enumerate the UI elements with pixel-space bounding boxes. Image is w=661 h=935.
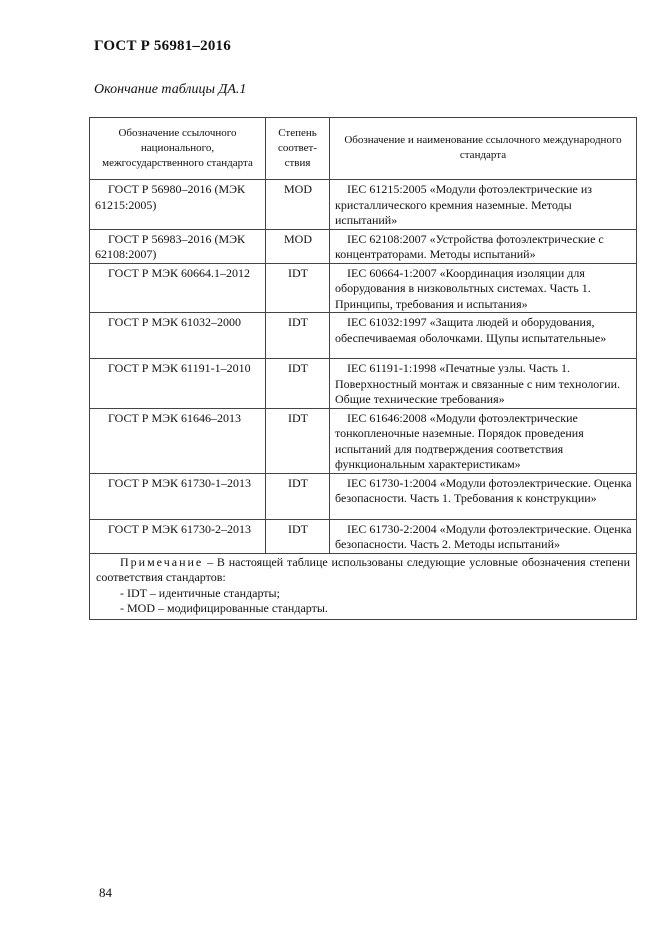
international-standard-cell: IEC 61730-2:2004 «Модули фотоэлектрические. Оценка безопасности. Часть 2. Методы испытаний» (330, 519, 637, 553)
table-row (90, 263, 637, 313)
national-standard-cell: ГОСТ Р МЭК 61646–2013 (90, 408, 266, 473)
degree-cell: IDT (266, 313, 330, 359)
document-title: ГОСТ Р 56981–2016 (94, 38, 231, 54)
table-header-row (90, 118, 637, 180)
degree-cell: IDT (266, 519, 330, 553)
degree-cell: MOD (266, 229, 330, 263)
page-number: 84 (99, 885, 112, 900)
column-header-degree: Степень соответ-ствия (266, 118, 330, 180)
international-standard-cell: IEC 61646:2008 «Модули фотоэлектрические тонкопленочные наземные. Порядок проведения испытаний для подтверждения соответствия функциональным характеристикам» (330, 408, 637, 473)
international-standard-cell: IEC 61215:2005 «Модули фотоэлектрические из кристаллического кремния наземные. Методы испытаний» (330, 180, 637, 230)
table-caption: Окончание таблицы ДА.1 (94, 82, 247, 97)
note-label: Примечание (120, 554, 204, 569)
international-standard-cell: IEC 61730-1:2004 «Модули фотоэлектрические. Оценка безопасности. Часть 1. Требования к конструкции» (330, 473, 637, 519)
standards-table (89, 117, 637, 620)
note-item-idt: - IDT – идентичные стандарты; (120, 585, 280, 600)
column-header-international: Обозначение и наименование ссылочного международного стандарта (330, 118, 637, 180)
international-standard-cell: IEC 60664-1:2007 «Координация изоляции для оборудования в низковольтных системах. Часть 1. Принципы, требования и испытания» (330, 263, 637, 313)
table-row (90, 180, 637, 230)
international-standard-cell: IEC 61191-1:1998 «Печатные узлы. Часть 1. Поверхностный монтаж и связанные с ним технологии. Общие технические требования» (330, 359, 637, 409)
table-row (90, 359, 637, 409)
national-standard-cell: ГОСТ Р МЭК 61191-1–2010 (90, 359, 266, 409)
national-standard-cell: ГОСТ Р МЭК 61730-1–2013 (90, 473, 266, 519)
national-standard-cell: ГОСТ Р МЭК 61730-2–2013 (90, 519, 266, 553)
degree-cell: IDT (266, 473, 330, 519)
degree-cell: MOD (266, 180, 330, 230)
degree-cell: IDT (266, 408, 330, 473)
table-row (90, 313, 637, 359)
note-body: – В настоящей таблице использованы следующие условные обозначения степени соответствия стандартов: (96, 554, 630, 584)
table-note-row (90, 553, 637, 619)
column-header-national: Обозначение ссылочного национального, межгосударственного стандарта (90, 118, 266, 180)
table-row (90, 519, 637, 553)
international-standard-cell: IEC 62108:2007 «Устройства фотоэлектрические с концентраторами. Методы испытаний» (330, 229, 637, 263)
international-standard-cell: IEC 61032:1997 «Защита людей и оборудования, обеспечиваемая оболочками. Щупы испытательные» (330, 313, 637, 359)
table-row (90, 408, 637, 473)
national-standard-cell: ГОСТ Р 56983–2016 (МЭК 62108:2007) (90, 229, 266, 263)
degree-cell: IDT (266, 263, 330, 313)
table-row (90, 473, 637, 519)
national-standard-cell: ГОСТ Р МЭК 60664.1–2012 (90, 263, 266, 313)
table-row (90, 229, 637, 263)
table-note (90, 553, 637, 619)
national-standard-cell: ГОСТ Р МЭК 61032–2000 (90, 313, 266, 359)
note-text (96, 555, 630, 586)
note-item-mod: - MOD – модифицированные стандарты. (120, 601, 328, 615)
degree-cell: IDT (266, 359, 330, 409)
national-standard-cell: ГОСТ Р 56980–2016 (МЭК 61215:2005) (90, 180, 266, 230)
